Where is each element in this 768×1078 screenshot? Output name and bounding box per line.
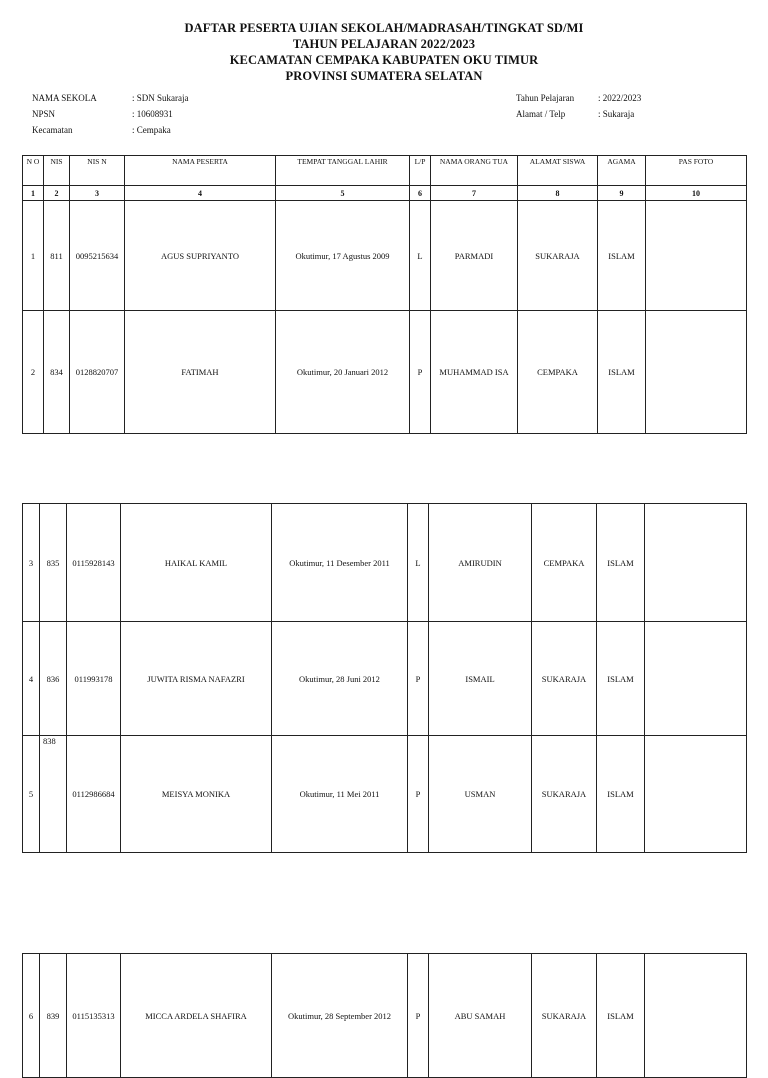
- row-agama: ISLAM: [597, 622, 645, 736]
- colnum-9: 9: [598, 186, 646, 201]
- kecamatan-value: : Cempaka: [132, 125, 171, 135]
- col-lp: L/P: [410, 156, 431, 186]
- participants-table-3: [22, 953, 747, 1078]
- row-nama: AGUS SUPRIYANTO: [125, 201, 276, 311]
- row-ttl: Okutimur, 20 Januari 2012: [276, 311, 410, 434]
- alamat-label: Alamat / Telp: [516, 109, 566, 119]
- row-agama: ISLAM: [598, 201, 646, 311]
- row-alamat: SUKARAJA: [518, 201, 598, 311]
- row-lp: L: [408, 504, 429, 622]
- row-nama: JUWITA RISMA NAFAZRI: [121, 622, 272, 736]
- row-photo-cell: [646, 201, 747, 311]
- nama-sekolah-value: : SDN Sukaraja: [132, 93, 189, 103]
- row-nis: 835: [40, 504, 67, 622]
- row-nama: HAIKAL KAMIL: [121, 504, 272, 622]
- row-ortu: PARMADI: [431, 201, 518, 311]
- row-lp: P: [408, 622, 429, 736]
- row-nisn: 0112986684: [67, 736, 121, 853]
- row-no: 1: [23, 201, 44, 311]
- row-nisn: 0095215634: [70, 201, 125, 311]
- npsn-label: NPSN: [32, 109, 56, 119]
- participants-table-2: [22, 503, 747, 853]
- colnum-3: 3: [70, 186, 125, 201]
- row-lp: L: [410, 201, 431, 311]
- row-ortu: AMIRUDIN: [429, 504, 532, 622]
- row-nis: 811: [44, 201, 70, 311]
- row-no: 2: [23, 311, 44, 434]
- table-header-row: [23, 156, 747, 186]
- col-alamat: ALAMAT SISWA: [518, 156, 598, 186]
- col-nama: NAMA PESERTA: [125, 156, 276, 186]
- row-ortu: MUHAMMAD ISA: [431, 311, 518, 434]
- row-no: 5: [23, 736, 40, 853]
- row-alamat: CEMPAKA: [532, 504, 597, 622]
- npsn-value: : 10608931: [132, 109, 173, 119]
- row-lp: P: [408, 954, 429, 1078]
- row-nama: MEISYA MONIKA: [121, 736, 272, 853]
- row-alamat: SUKARAJA: [532, 736, 597, 853]
- row-agama: ISLAM: [598, 311, 646, 434]
- colnum-8: 8: [518, 186, 598, 201]
- row-photo-cell: [646, 311, 747, 434]
- row-photo-cell: [645, 736, 747, 853]
- col-no: N O: [23, 156, 44, 186]
- row-nis: 836: [40, 622, 67, 736]
- document-title: [0, 20, 768, 84]
- col-nisn: NIS N: [70, 156, 125, 186]
- row-nis: 838: [43, 736, 56, 746]
- row-photo-cell: [645, 622, 747, 736]
- school-info-left: [32, 90, 189, 138]
- table-row: [23, 622, 747, 736]
- table-row: [23, 311, 747, 434]
- row-no: 6: [23, 954, 40, 1078]
- title-line-2: TAHUN PELAJARAN 2022/2023: [292, 37, 476, 51]
- colnum-4: 4: [125, 186, 276, 201]
- row-nama: MICCA ARDELA SHAFIRA: [121, 954, 272, 1078]
- row-alamat: CEMPAKA: [518, 311, 598, 434]
- colnum-2: 2: [44, 186, 70, 201]
- row-nis: 839: [40, 954, 67, 1078]
- row-ortu: ISMAIL: [429, 622, 532, 736]
- row-agama: ISLAM: [597, 954, 645, 1078]
- row-lp: P: [410, 311, 431, 434]
- row-alamat: SUKARAJA: [532, 954, 597, 1078]
- row-photo-cell: [645, 504, 747, 622]
- row-nisn: 011993178: [67, 622, 121, 736]
- row-ortu: ABU SAMAH: [429, 954, 532, 1078]
- row-lp: P: [408, 736, 429, 853]
- col-ortu: NAMA ORANG TUA: [431, 156, 518, 186]
- row-no: 3: [23, 504, 40, 622]
- table-row: [23, 736, 747, 853]
- col-foto: PAS FOTO: [646, 156, 747, 186]
- row-no: 4: [23, 622, 40, 736]
- row-nis-cell: [40, 736, 67, 853]
- tahun-label: Tahun Pelajaran: [516, 93, 575, 103]
- col-agama: AGAMA: [598, 156, 646, 186]
- col-ttl: TEMPAT TANGGAL LAHIR: [276, 156, 410, 186]
- title-line-4: PROVINSI SUMATERA SELATAN: [285, 69, 483, 83]
- colnum-10: 10: [646, 186, 747, 201]
- colnum-6: 6: [410, 186, 431, 201]
- row-nis: 834: [44, 311, 70, 434]
- row-ttl: Okutimur, 28 September 2012: [272, 954, 408, 1078]
- participants-table-1: [22, 155, 747, 434]
- tahun-value: : 2022/2023: [598, 93, 642, 103]
- row-ttl: Okutimur, 17 Agustus 2009: [276, 201, 410, 311]
- kecamatan-label: Kecamatan: [32, 125, 73, 135]
- colnum-5: 5: [276, 186, 410, 201]
- row-nama: FATIMAH: [125, 311, 276, 434]
- row-nisn: 0128820707: [70, 311, 125, 434]
- title-line-3: KECAMATAN CEMPAKA KABUPATEN OKU TIMUR: [229, 53, 539, 67]
- alamat-value: : Sukaraja: [598, 109, 635, 119]
- table-row: [23, 954, 747, 1078]
- colnum-1: 1: [23, 186, 44, 201]
- row-ttl: Okutimur, 28 Juni 2012: [272, 622, 408, 736]
- table-row: [23, 201, 747, 311]
- row-ortu: USMAN: [429, 736, 532, 853]
- row-nisn: 0115135313: [67, 954, 121, 1078]
- table-row: [23, 504, 747, 622]
- row-alamat: SUKARAJA: [532, 622, 597, 736]
- nama-sekolah-label: NAMA SEKOLA: [32, 93, 97, 103]
- row-agama: ISLAM: [597, 736, 645, 853]
- column-number-row: [23, 186, 747, 201]
- row-nisn: 0115928143: [67, 504, 121, 622]
- row-ttl: Okutimur, 11 Mei 2011: [272, 736, 408, 853]
- colnum-7: 7: [431, 186, 518, 201]
- row-photo-cell: [645, 954, 747, 1078]
- col-nis: NIS: [44, 156, 70, 186]
- row-agama: ISLAM: [597, 504, 645, 622]
- row-ttl: Okutimur, 11 Desember 2011: [272, 504, 408, 622]
- title-line-1: DAFTAR PESERTA UJIAN SEKOLAH/MADRASAH/TINGKAT SD/MI: [184, 21, 584, 35]
- school-info-right: [516, 90, 641, 122]
